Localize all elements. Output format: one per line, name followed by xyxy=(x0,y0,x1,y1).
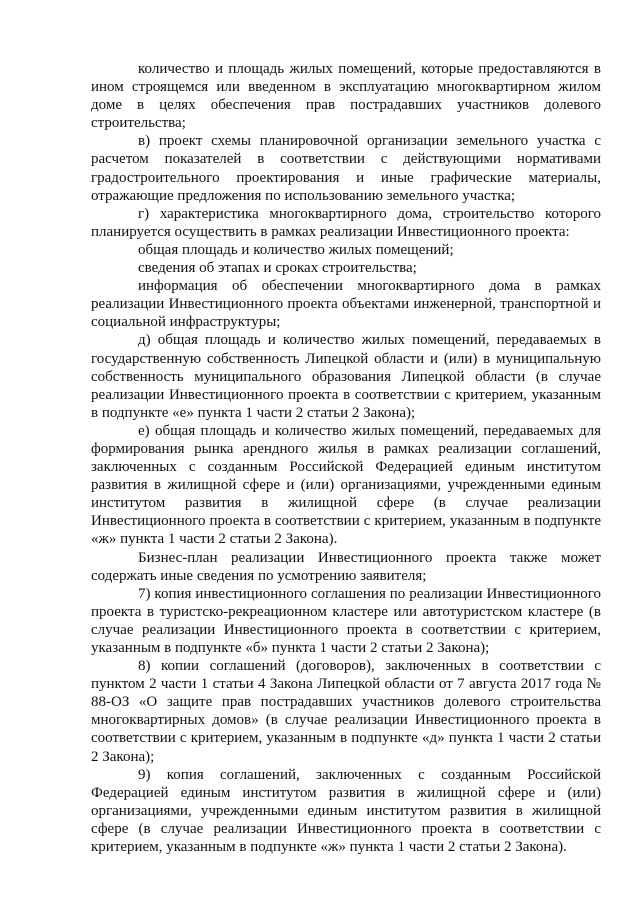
paragraph-item-e: е) общая площадь и количество жилых помещений, передаваемых для формирования рынка арендного жилья в рамках реализации соглашений, заключенных с созданным Российской Федерацией единым институтом развития в жилищной сфере и (или) организациями, учрежденными единым институтом развития в жилищной сфере (в случае реализации Инвестиционного проекта в соответствии с критерием, указанным в подпункте «ж» пункта 1 части 2 статьи 2 Закона). xyxy=(91,422,601,548)
paragraph-item-9: 9) копия соглашений, заключенных с созданным Российской Федерацией единым институтом развития в жилищной сфере и (или) организациями, учрежденными единым институтом развития в жилищной сфере (в случае реализации Инвестиционного проекта в соответствии с критерием, указанным в подпункте «ж» пункта 1 части 2 статьи 2 Закона). xyxy=(91,766,601,856)
paragraph-stages: сведения об этапах и сроках строительства; xyxy=(138,260,417,277)
paragraph-housing-count: количество и площадь жилых помещений, которые предоставляются в ином строящемся или введенном в эксплуатацию многоквартирном жилом доме в целях обеспечения прав пострадавших участников долевого строительства; xyxy=(91,61,601,132)
paragraph-total-area: общая площадь и количество жилых помещений; xyxy=(138,241,454,258)
paragraph-item-8: 8) копии соглашений (договоров), заключенных в соответствии с пунктом 2 части 1 статьи 4 Закона Липецкой области от 7 августа 2017 года № 88-ОЗ «О защите прав пострадавших участников долевого строительства многоквартирных домов» (в случае реализации Инвестиционного проекта в соответствии с критерием, указанным в подпункте «д» пункта 1 части 2 статьи 2 Закона); xyxy=(91,658,601,765)
document-body xyxy=(91,60,601,856)
paragraph-item-7: 7) копия инвестиционного соглашения по реализации Инвестиционного проекта в туристско-рекреационном кластере или автотуристском кластере (в случае реализации Инвестиционного проекта в соответствии с критерием, указанным в подпункте «б» пункта 1 части 2 статьи 2 Закона); xyxy=(91,585,601,656)
paragraph-infrastructure: информация об обеспечении многоквартирного дома в рамках реализации Инвестиционного проекта объектами инженерной, транспортной и социальной инфраструктуры; xyxy=(91,278,601,331)
paragraph-item-v: в) проект схемы планировочной организации земельного участка с расчетом показателей в соответствии с действующими нормативами градостроительного проектирования и иные графические материалы, отражающие предложения по использованию земельного участка; xyxy=(91,133,601,204)
paragraph-business-plan: Бизнес-план реализации Инвестиционного проекта также может содержать иные сведения по усмотрению заявителя; xyxy=(91,549,601,584)
paragraph-item-g: г) характеристика многоквартирного дома, строительство которого планируется осуществить в рамках реализации Инвестиционного проекта: xyxy=(91,205,601,240)
paragraph-item-d: д) общая площадь и количество жилых помещений, передаваемых в государственную собственность Липецкой области и (или) в муниципальную собственность муниципального образования Липецкой области (в случае реализации Инвестиционного проекта в соответствии с критерием, указанным в подпункте «е» пункта 1 части 2 статьи 2 Закона); xyxy=(91,332,601,421)
